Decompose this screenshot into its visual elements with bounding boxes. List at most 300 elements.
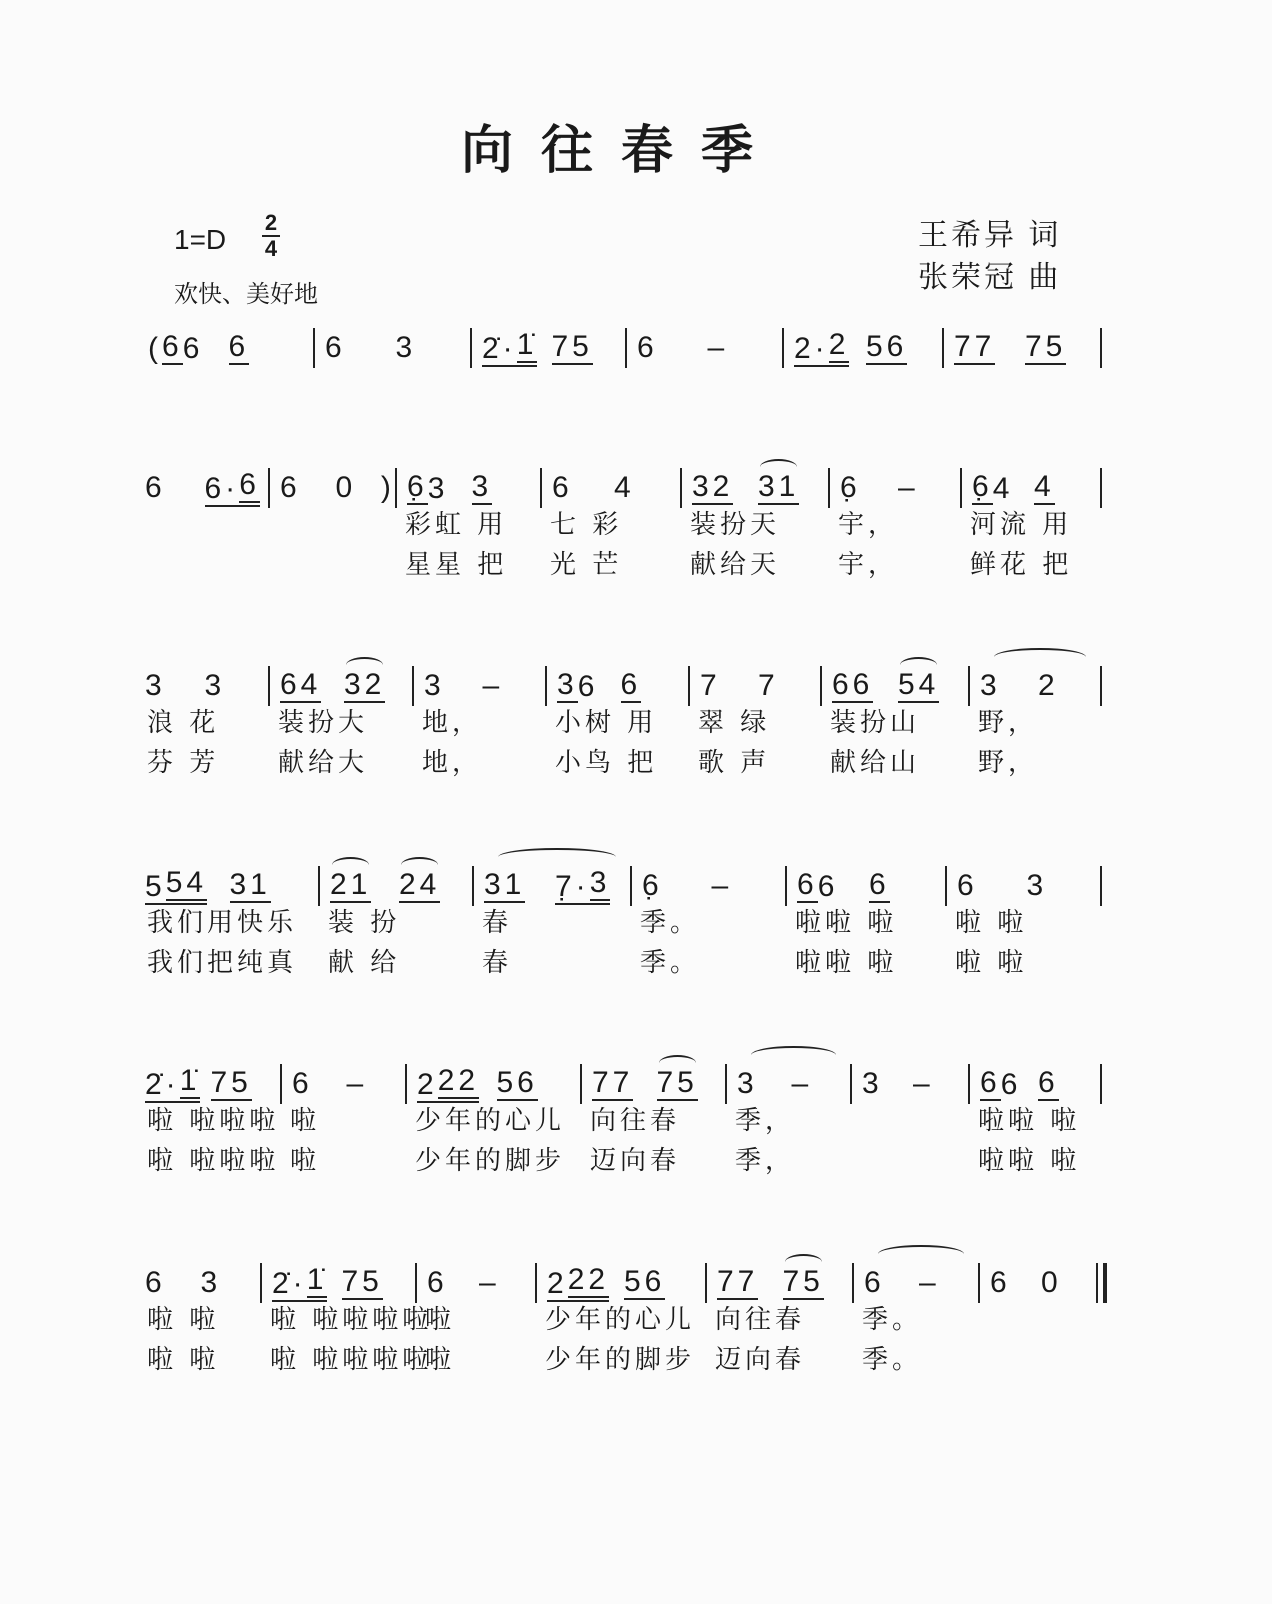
note-group: 6	[228, 330, 250, 363]
measure	[954, 328, 1096, 368]
beat	[407, 471, 472, 505]
beat	[898, 472, 956, 504]
barline	[688, 666, 690, 706]
note-group: 77	[592, 1066, 634, 1099]
measure	[862, 1064, 964, 1104]
note-group: 2	[417, 1068, 438, 1101]
barline	[545, 666, 547, 706]
beat	[145, 1065, 211, 1103]
beat	[211, 1067, 277, 1101]
note-group: 6·	[204, 472, 240, 505]
note-group: –	[898, 471, 919, 504]
beat	[497, 1067, 577, 1101]
note-group: 1̇	[180, 1065, 201, 1103]
measure	[424, 666, 541, 706]
measure	[280, 468, 395, 508]
lyric-verse-2: 小鸟 把	[555, 748, 658, 778]
lyric-verse-2: 季。	[862, 1345, 923, 1375]
note-group: 4	[1034, 470, 1055, 503]
beat	[592, 1067, 657, 1101]
staff-system	[0, 468, 1272, 608]
note-group: 3	[980, 669, 1001, 702]
beat	[717, 1266, 783, 1300]
measure	[972, 468, 1096, 508]
note-group: –	[791, 1067, 813, 1100]
lyric-verse-1: 宇，	[838, 510, 899, 540]
lyric-verse-1: 地，	[422, 708, 483, 738]
beat	[342, 1266, 412, 1300]
note-group: 3	[145, 669, 166, 702]
note-group: 54	[166, 867, 207, 905]
note-group: 6	[1000, 1068, 1022, 1101]
note-group: 2	[1038, 669, 1059, 702]
barline	[1100, 1064, 1102, 1104]
beat	[758, 670, 816, 702]
beat	[614, 472, 676, 504]
beat	[864, 1267, 919, 1299]
lyric-verse-1: 啦	[425, 1305, 456, 1335]
lyric-verse-2: 啦 啦	[955, 948, 1028, 978]
beat	[954, 331, 1025, 365]
beat	[472, 471, 537, 505]
note-group: –	[919, 1266, 940, 1299]
note-group: 6	[864, 1266, 885, 1299]
beat	[712, 870, 782, 902]
note-group: 64	[280, 668, 322, 701]
lyric-verse-2: 少年的脚步	[415, 1146, 566, 1176]
beat	[280, 669, 344, 703]
beat	[145, 867, 230, 905]
note-group: 6	[637, 331, 658, 364]
note-group: (	[148, 332, 162, 365]
tie-arc	[785, 1254, 822, 1270]
lyric-verse-1: 装扮大	[278, 708, 369, 738]
beat	[552, 331, 622, 365]
note-group: 6	[869, 868, 890, 901]
staff-system	[0, 866, 1272, 1006]
measure	[840, 468, 956, 508]
barline	[705, 1263, 707, 1303]
barline	[1100, 666, 1102, 706]
note-group: 6	[797, 868, 818, 901]
lyric-verse-1: 啦	[290, 1106, 321, 1136]
barline	[415, 1263, 417, 1303]
barline	[268, 666, 270, 706]
barline	[785, 866, 787, 906]
beat	[980, 1067, 1038, 1101]
beat	[145, 1267, 201, 1299]
barline	[268, 468, 270, 508]
lyric-verse-2: 芬 芳	[147, 748, 220, 778]
barline	[1100, 866, 1102, 906]
barline	[313, 328, 315, 368]
note-group: 2̇·	[145, 1068, 180, 1101]
note-group: 56	[866, 330, 908, 363]
measure	[427, 1263, 531, 1303]
beat	[869, 869, 941, 903]
beat	[862, 1068, 913, 1100]
beat	[148, 331, 229, 365]
note-group: –	[482, 669, 504, 702]
note-group: 7	[758, 669, 779, 702]
measure	[957, 866, 1096, 906]
lyric-verse-2: 鲜花 把	[970, 550, 1073, 580]
beat	[330, 869, 399, 903]
barline	[395, 468, 397, 508]
staff-system	[0, 1263, 1272, 1403]
beat	[737, 1068, 792, 1100]
note-group: 75	[210, 1066, 252, 1099]
barline	[725, 1064, 727, 1104]
beat	[840, 472, 898, 504]
barline	[1100, 328, 1102, 368]
barline	[782, 328, 784, 368]
barline	[535, 1263, 537, 1303]
beat	[624, 1266, 701, 1300]
beat	[972, 471, 1034, 505]
note-group: 6	[1038, 1066, 1059, 1099]
beat	[547, 1264, 624, 1302]
note-group: 32	[692, 470, 734, 503]
note-group: 3	[471, 470, 493, 503]
note-group: 6	[325, 331, 346, 364]
beat	[230, 869, 315, 903]
beat	[201, 1267, 257, 1299]
beat	[898, 669, 964, 703]
note-group: 31	[229, 868, 271, 901]
tie-arc	[900, 657, 937, 673]
measure	[145, 1263, 256, 1303]
note-group: 6	[980, 1066, 1001, 1099]
lyric-verse-2: 献给山	[830, 748, 921, 778]
barline	[540, 468, 542, 508]
lyric-verse-1: 季。	[640, 908, 701, 938]
lyric-verse-2: 宇，	[838, 550, 899, 580]
note-group: 2	[829, 329, 850, 367]
time-signature	[262, 212, 280, 260]
tempo-marking: 欢快、美好地	[174, 281, 318, 308]
beat	[424, 670, 483, 702]
measure	[637, 328, 778, 368]
song-title: 向往春季	[460, 120, 781, 181]
lyric-verse-1: 七 彩	[550, 510, 623, 540]
note-group: 0 )	[335, 471, 395, 504]
beat	[335, 471, 395, 504]
composer-credit: 张荣冠 曲	[918, 261, 1062, 294]
beat	[919, 1267, 974, 1299]
note-group: –	[711, 869, 733, 902]
measure	[642, 866, 781, 906]
measure	[547, 1263, 701, 1303]
note-group: 6	[552, 471, 573, 504]
measure	[557, 666, 684, 706]
note-group: 6	[145, 1266, 166, 1299]
note-group: 0	[1041, 1266, 1062, 1299]
lyric-verse-1: 向往春	[590, 1106, 681, 1136]
note-group: 3	[204, 669, 226, 702]
tie-arc	[659, 1055, 696, 1071]
lyric-verse-2: 啦 啦啦啦啦	[270, 1345, 433, 1375]
final-barline	[1103, 1263, 1107, 1303]
note-group: 75	[657, 1067, 698, 1101]
lyric-verse-2: 迈向春	[715, 1345, 806, 1375]
lyric-verse-1: 向往春	[715, 1305, 806, 1335]
beat	[292, 1068, 347, 1100]
barline	[945, 866, 947, 906]
note-group: –	[913, 1067, 934, 1100]
beat	[1025, 331, 1096, 365]
lyric-verse-2: 啦 啦	[147, 1345, 220, 1375]
note-group: 3	[737, 1067, 758, 1100]
note-group: 6	[292, 1067, 313, 1100]
barline	[828, 468, 830, 508]
measure	[145, 468, 264, 508]
note-group: 4	[992, 472, 1014, 505]
measure	[272, 1263, 411, 1303]
tie-arc	[878, 1245, 964, 1263]
measure	[325, 328, 466, 368]
beat	[1038, 670, 1096, 702]
note-group: 54	[898, 669, 939, 703]
lyric-verse-2: 地，	[422, 748, 483, 778]
lyric-verse-2: 季。	[640, 948, 701, 978]
note-group: 77	[717, 1265, 759, 1298]
note-group: 77	[954, 330, 996, 363]
note-group: 6	[239, 469, 260, 507]
beat	[145, 472, 205, 504]
beat	[484, 869, 555, 903]
note-group: 5	[145, 870, 166, 903]
barline	[820, 666, 822, 706]
note-group: 2	[547, 1267, 568, 1300]
measure	[330, 866, 468, 906]
barline	[852, 1263, 854, 1303]
note-group: 56	[496, 1066, 538, 1099]
measure	[417, 1064, 576, 1104]
measure	[832, 666, 964, 706]
measure	[145, 1064, 276, 1104]
beat	[783, 1266, 849, 1300]
barline	[472, 866, 474, 906]
lyric-verse-1: 翠 绿	[698, 708, 771, 738]
lyric-verse-2: 啦啦 啦	[795, 948, 898, 978]
lyric-verse-1: 彩虹 用	[405, 510, 508, 540]
note-group: 2̇·	[272, 1267, 307, 1300]
staff-system	[0, 328, 1272, 468]
beat	[557, 669, 621, 703]
note-group: –	[707, 331, 729, 364]
note-group: 66	[832, 668, 874, 701]
time-signature-top: 2	[264, 210, 278, 235]
beat	[657, 1067, 722, 1101]
tie-arc	[760, 459, 797, 475]
note-group: 6̣	[840, 471, 861, 504]
beat	[832, 669, 898, 703]
time-signature-bottom: 4	[264, 236, 278, 261]
note-group: 32	[344, 669, 385, 703]
note-group: 2̇·	[482, 332, 517, 365]
note-group: 3	[427, 472, 449, 505]
note-group: 22	[568, 1264, 609, 1302]
beat	[552, 472, 614, 504]
beat	[145, 670, 205, 702]
lyric-verse-2: 少年的脚步	[545, 1345, 696, 1375]
tie-arc	[346, 657, 383, 673]
beat	[700, 670, 758, 702]
note-group: –	[479, 1266, 500, 1299]
note-group: 31	[484, 868, 526, 901]
lyric-verse-2: 献 给	[328, 948, 401, 978]
lyric-verse-1: 装 扮	[328, 908, 401, 938]
beat	[637, 332, 708, 364]
beat	[483, 670, 542, 702]
barline	[1096, 1263, 1098, 1303]
note-group: 6	[280, 471, 301, 504]
beat	[417, 1065, 497, 1103]
note-group: 3	[395, 331, 417, 364]
lyric-verse-1: 啦 啦	[955, 908, 1028, 938]
note-group: 6	[620, 668, 642, 701]
measure	[552, 468, 676, 508]
note-group: 4	[614, 471, 635, 504]
beat	[396, 332, 467, 364]
measure	[592, 1064, 721, 1104]
measure	[794, 328, 938, 368]
lyric-verse-1: 季。	[862, 1305, 923, 1335]
lyric-verse-1: 少年的心儿	[545, 1305, 696, 1335]
note-group: 3	[557, 668, 578, 701]
beat	[990, 1267, 1041, 1299]
measure	[797, 866, 941, 906]
barline	[680, 468, 682, 508]
note-group: 6̣	[642, 869, 663, 902]
barline	[280, 1064, 282, 1104]
tie-arc	[751, 1046, 836, 1064]
lyric-verse-1: 野，	[978, 708, 1039, 738]
note-group: 6	[957, 869, 978, 902]
note-group: 1̇	[517, 329, 538, 367]
note-group: 6̣	[972, 470, 993, 503]
beat	[555, 867, 626, 905]
lyric-verse-2: 献给天	[690, 550, 781, 580]
measure	[148, 328, 309, 368]
beat	[797, 869, 869, 903]
lyric-verse-2: 春	[482, 948, 513, 978]
beat	[792, 1068, 847, 1100]
beat	[1027, 870, 1097, 902]
note-group: 6	[817, 870, 839, 903]
note-group: 3	[590, 867, 611, 905]
measure	[482, 328, 621, 368]
note-group: 3	[862, 1067, 883, 1100]
measure	[864, 1263, 974, 1303]
tie-arc	[994, 648, 1086, 666]
note-group: –	[346, 1067, 368, 1100]
tie-arc	[401, 857, 438, 873]
note-group: 56	[624, 1265, 666, 1298]
beat	[866, 331, 938, 365]
lyric-verse-2: 星星 把	[405, 550, 508, 580]
beat	[280, 472, 336, 504]
staff-system	[0, 1064, 1272, 1204]
barline	[470, 328, 472, 368]
beat	[325, 332, 396, 364]
beat	[205, 670, 265, 702]
measure	[692, 468, 824, 508]
beat	[272, 1264, 342, 1302]
lyricist-credit: 王希异 词	[918, 219, 1062, 252]
measure	[980, 666, 1096, 706]
beat	[347, 1068, 402, 1100]
lyric-verse-2: 迈向春	[590, 1146, 681, 1176]
barline	[960, 468, 962, 508]
note-group: 6	[162, 330, 183, 363]
lyric-verse-2: 啦	[425, 1345, 456, 1375]
note-group: 6	[990, 1266, 1011, 1299]
note-group: 6	[145, 471, 166, 504]
beat	[692, 471, 758, 505]
note-group: 75	[1025, 330, 1067, 363]
key-signature: 1=D	[174, 224, 227, 255]
tie-arc	[498, 848, 616, 866]
barline	[978, 1263, 980, 1303]
barline	[625, 328, 627, 368]
barline	[968, 666, 970, 706]
lyric-verse-2: 歌 声	[698, 748, 771, 778]
measure	[980, 1064, 1096, 1104]
barline	[580, 1064, 582, 1104]
lyric-verse-1: 啦 啦啦啦啦	[270, 1305, 433, 1335]
lyric-verse-1: 啦啦 啦	[978, 1106, 1081, 1136]
measure	[484, 866, 626, 906]
beat	[1038, 1067, 1096, 1101]
lyric-verse-1: 小树 用	[555, 708, 658, 738]
note-group: 3	[1026, 869, 1048, 902]
lyric-verse-1: 季，	[735, 1106, 796, 1136]
measure	[280, 666, 408, 706]
lyric-verse-1: 我们用快乐	[147, 908, 298, 938]
lyric-verse-2: 光 芒	[550, 550, 623, 580]
note-group: 6	[577, 670, 599, 703]
lyric-verse-2: 啦	[290, 1146, 321, 1176]
note-group: 7̣·	[555, 870, 590, 903]
beat	[427, 1267, 479, 1299]
lyric-verse-1: 啦 啦啦啦	[147, 1106, 280, 1136]
lyric-verse-1: 河流 用	[970, 510, 1073, 540]
tie-arc	[332, 857, 369, 873]
barline	[260, 1263, 262, 1303]
beat	[229, 331, 310, 365]
measure	[737, 1064, 846, 1104]
note-group: 3	[200, 1266, 222, 1299]
measure	[145, 866, 314, 906]
beat	[205, 469, 265, 507]
lyric-verse-2: 献给大	[278, 748, 369, 778]
note-group: 3	[424, 669, 445, 702]
barline	[942, 328, 944, 368]
beat	[980, 670, 1038, 702]
note-group: 21	[330, 869, 371, 903]
barline	[1100, 468, 1102, 508]
lyric-verse-1: 啦啦 啦	[795, 908, 898, 938]
beat	[399, 869, 468, 903]
note-group: 1̇	[307, 1264, 328, 1302]
measure	[292, 1064, 401, 1104]
lyric-verse-1: 春	[482, 908, 513, 938]
beat	[957, 870, 1027, 902]
staff-system	[0, 666, 1272, 806]
lyric-verse-2: 野，	[978, 748, 1039, 778]
